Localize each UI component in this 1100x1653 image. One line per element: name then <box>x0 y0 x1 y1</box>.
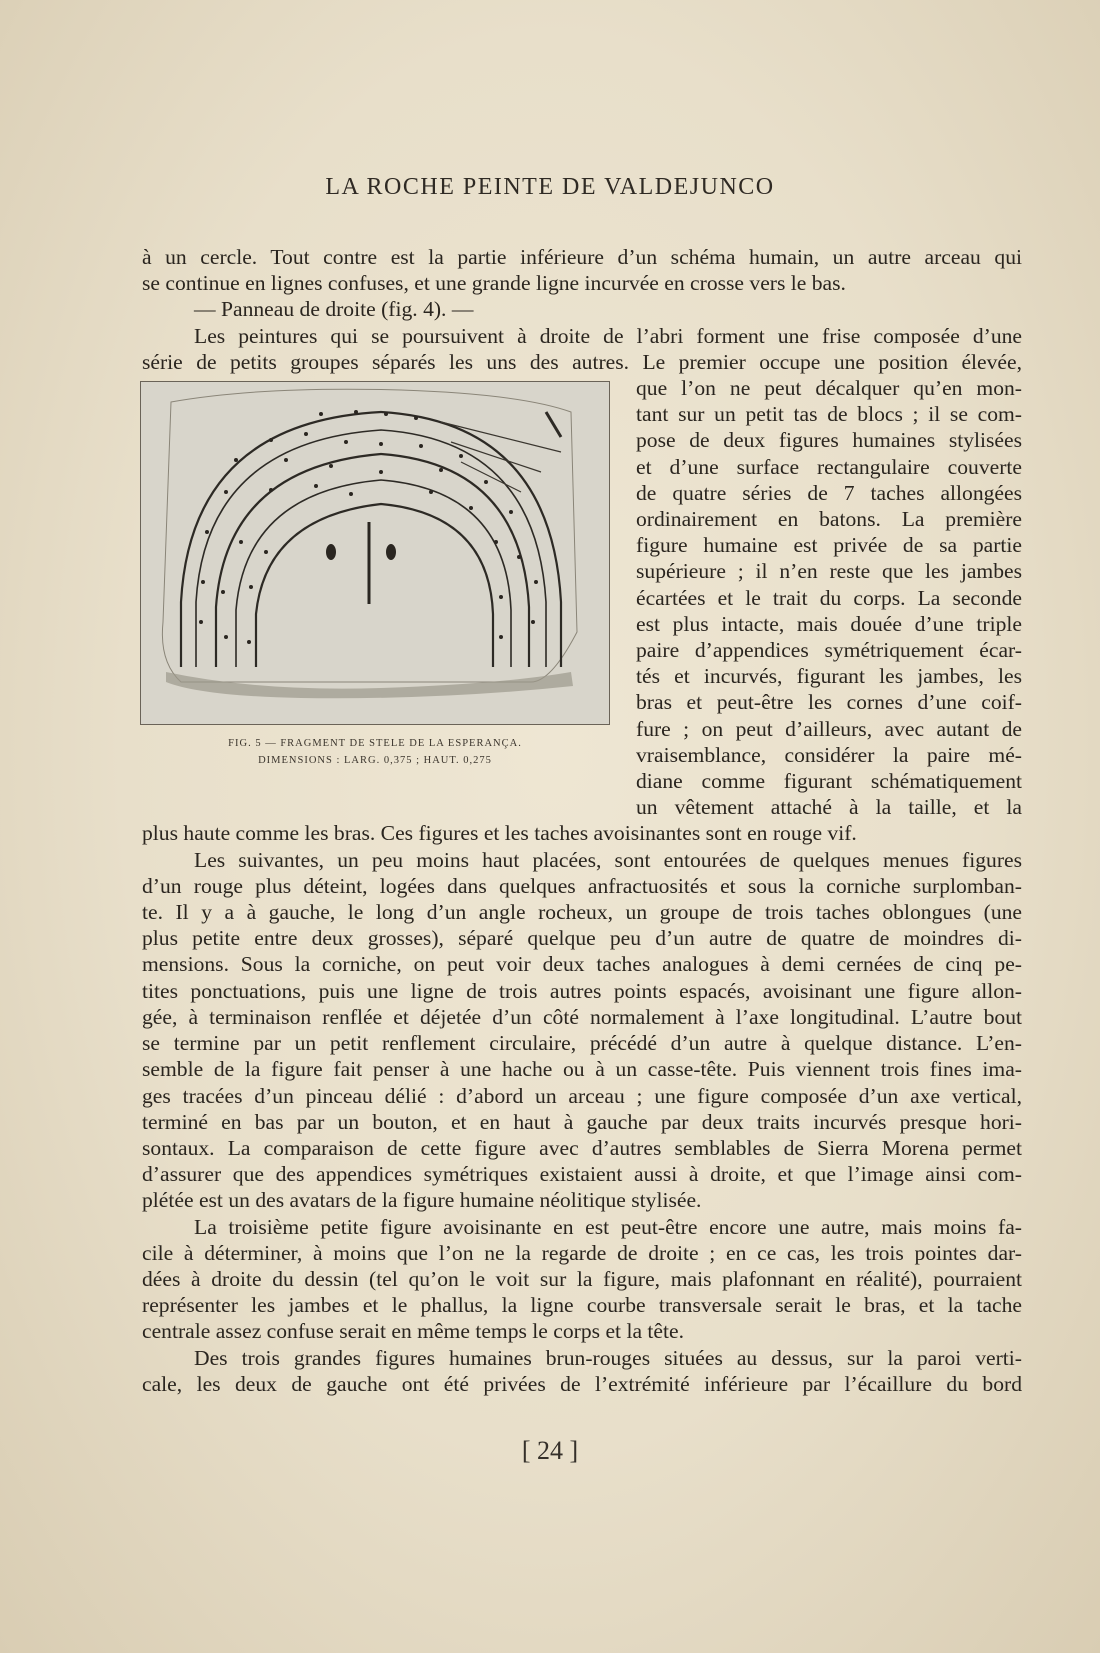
paragraph-1 <box>142 323 1022 847</box>
text-line: est plus intacte, mais douée d’une triple <box>636 611 1022 636</box>
text-line: Des trois grandes figures humaines brun-rouges situées au dessus, sur la paroi verti- <box>194 1345 1022 1370</box>
text-line: centrale assez confuse serait en même temps le corps et la tête. <box>142 1319 684 1344</box>
text-line: cale, les deux de gauche ont été privées de l’extrémité inférieure par l’écaillure du bord <box>142 1371 1022 1396</box>
text-line: supérieure ; il n’en reste que les jambes <box>636 559 1022 584</box>
stele-drawing <box>141 382 609 724</box>
text-line: sontaux. La comparaison de cette figure avec d’autres semblables de Sierra Morena permet <box>142 1135 1022 1160</box>
section-heading: — Panneau de droite (fig. 4). — <box>194 297 474 322</box>
text-line: se continue en lignes confuses, et une grande ligne incurvée en crosse vers le bas. <box>142 271 846 296</box>
text-line: tés et incurvés, figurant les jambes, les <box>636 664 1022 689</box>
text-line: dées à droite du dessin (tel qu’on le voit sur la figure, mais plafonnant en réalité), pourraient <box>142 1266 1022 1291</box>
text-line: d’un rouge plus déteint, logées dans quelques anfractuosités et sous la corniche surplomban- <box>142 873 1022 898</box>
text-line: pose de deux figures humaines stylisées <box>636 428 1022 453</box>
text-line: ordinairement en batons. La première <box>636 507 1022 532</box>
text-line: ges tracées d’un pinceau délié : d’abord un arceau ; une figure composée d’un axe vertical, <box>142 1083 1022 1108</box>
text-line: te. Il y a à gauche, le long d’un angle rocheux, un groupe de trois taches oblongues (une <box>142 900 1022 925</box>
running-head: LA ROCHE PEINTE DE VALDEJUNCO <box>325 174 775 200</box>
text-line: terminé en bas par un bouton, et en haut à gauche par deux traits incurvés presque hori- <box>142 1109 1022 1134</box>
text-line: fure ; on peut d’ailleurs, avec autant de <box>636 716 1022 741</box>
text-line: diane comme figurant schématiquement <box>636 769 1022 794</box>
caption-line: FIG. 5 — FRAGMENT DE STELE DE LA ESPERANÇA. <box>228 738 522 750</box>
text-line: se termine par un petit renflement circulaire, précédé d’un autre à quelque distance. L’en- <box>142 1031 1022 1056</box>
text-line: plus haute comme les bras. Ces figures et les taches avoisinantes sont en rouge vif. <box>142 821 857 846</box>
caption-line: DIMENSIONS : LARG. 0,375 ; HAUT. 0,275 <box>258 755 492 767</box>
text-line: de quatre séries de 7 taches allongées <box>636 480 1022 505</box>
text-line: un vêtement attaché à la taille, et la <box>636 795 1022 820</box>
intro-paragraph <box>142 244 1022 296</box>
text-line: et d’une surface rectangulaire couverte <box>636 454 1022 479</box>
text-line: mensions. Sous la corniche, on peut voir deux taches analogues à demi cernées de cinq pe- <box>142 952 1022 977</box>
figure-caption <box>140 735 610 769</box>
text-line: tites ponctuations, puis une ligne de trois autres points espacés, avoisinant une figure allon- <box>142 978 1022 1003</box>
text-line: bras et peut-être les cornes d’une coif- <box>636 690 1022 715</box>
paragraph-4 <box>142 1345 1022 1397</box>
text-line: figure humaine est privée de sa partie <box>636 533 1022 558</box>
text-line: à un cercle. Tout contre est la partie inférieure d’un schéma humain, un autre arceau qui <box>142 245 1022 269</box>
text-line: Les suivantes, un peu moins haut placées, sont entourées de quelques menues figures <box>194 847 1022 872</box>
text-line: plétée est un des avatars de la figure humaine néolitique stylisée. <box>142 1188 702 1213</box>
figure-stele <box>140 375 610 802</box>
text-line: écartées et le trait du corps. La seconde <box>636 585 1022 610</box>
text-line: vraisemblance, considérer la paire mé- <box>636 742 1022 767</box>
stele-illustration <box>140 381 610 725</box>
paragraph-2 <box>142 847 1022 1214</box>
text-line: paire d’appendices symétriquement écar- <box>636 638 1022 663</box>
text-line: gée, à terminaison renflée et déjetée d’un côté normalement à l’axe longitudinal. L’autre bout <box>142 1004 1022 1029</box>
text-line: La troisième petite figure avoisinante en est peut-être encore une autre, mais moins fa- <box>194 1214 1022 1239</box>
text-line: Les peintures qui se poursuivent à droite de l’abri forment une frise composée d’une <box>194 323 1022 348</box>
text-line: que l’on ne peut décalquer qu’en mon- <box>636 376 1022 401</box>
text-line: série de petits groupes séparés les uns des autres. Le premier occupe une position élevée, <box>142 349 1022 374</box>
text-line: représenter les jambes et le phallus, la ligne courbe transversale serait le bras, et la tache <box>142 1293 1022 1318</box>
text-line: tant sur un petit tas de blocs ; il se com- <box>636 402 1022 427</box>
text-line: cile à déterminer, à moins que l’on ne la regarde de droite ; en ce cas, les trois pointes dar- <box>142 1240 1022 1265</box>
text-line: d’assurer que des appendices symétriques existaient aussi à droite, et que l’image ainsi com- <box>142 1162 1022 1187</box>
text-block <box>142 244 1022 1397</box>
text-line: plus petite entre deux grosses), séparé quelque peu d’un autre de quatre de moindres di- <box>142 926 1022 951</box>
page-number: [ 24 ] <box>521 1436 579 1465</box>
paragraph-3 <box>142 1214 1022 1345</box>
text-line: semble de la figure fait penser à une hache ou à un casse-tête. Puis viennent trois fines ima- <box>142 1057 1022 1082</box>
